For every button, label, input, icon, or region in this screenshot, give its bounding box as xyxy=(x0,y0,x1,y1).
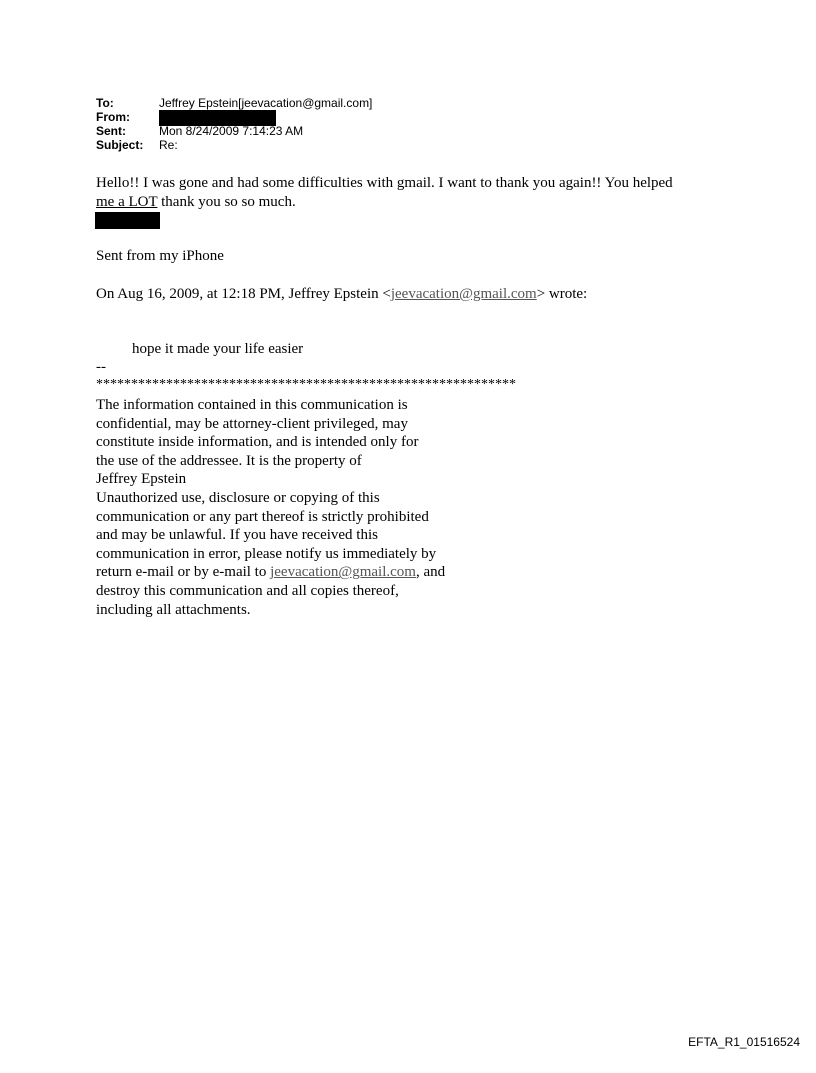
from-label: From: xyxy=(96,110,130,124)
from-row xyxy=(96,110,372,124)
disclaimer-line: communication in error, please notify us immediately by xyxy=(96,545,437,562)
separator-stars: ************************************************************ xyxy=(96,377,516,392)
disclaimer-line: destroy this communication and all copies thereof, xyxy=(96,582,399,599)
to-row xyxy=(96,96,372,110)
subject-row xyxy=(96,138,372,152)
message-underlined-text: me a LOT xyxy=(96,194,158,210)
disclaimer-line: confidential, may be attorney-client privileged, may xyxy=(96,415,408,432)
message-line-2 xyxy=(96,194,296,211)
sent-from-iphone: Sent from my iPhone xyxy=(96,248,224,264)
disclaimer-line: and may be unlawful. If you have received this xyxy=(96,527,378,544)
quote-intro-before: On Aug 16, 2009, at 12:18 PM, Jeffrey Epstein < xyxy=(96,286,391,302)
quote-intro-email-link[interactable]: jeevacation@gmail.com xyxy=(390,286,537,302)
document-id: EFTA_R1_01516524 xyxy=(688,1035,800,1049)
disclaimer-line-email xyxy=(96,563,496,582)
disclaimer-block xyxy=(96,396,496,619)
disclaimer-line: constitute inside information, and is intended only for xyxy=(96,434,419,451)
to-value: Jeffrey Epstein[jeevacation@gmail.com] xyxy=(159,96,373,110)
disclaimer-line: the use of the addressee. It is the property of xyxy=(96,452,362,469)
disclaimer-email-after: , and xyxy=(415,564,446,581)
disclaimer-line: Unauthorized use, disclosure or copying of this xyxy=(96,489,380,506)
separator-dashes: -- xyxy=(96,359,106,375)
message-line-1: Hello!! I was gone and had some difficulties with gmail. I want to thank you again!! You helped xyxy=(96,175,673,191)
disclaimer-email-before: return e-mail or by e-mail to xyxy=(96,564,271,581)
quote-intro xyxy=(96,286,587,303)
sent-row xyxy=(96,124,372,138)
disclaimer-line: communication or any part thereof is strictly prohibited xyxy=(96,508,429,525)
disclaimer-line: The information contained in this communication is xyxy=(96,397,408,413)
subject-value: Re: xyxy=(159,138,178,152)
email-header xyxy=(96,96,372,152)
subject-label: Subject: xyxy=(96,138,144,152)
disclaimer-line: Jeffrey Epstein xyxy=(96,471,187,488)
disclaimer-line: including all attachments. xyxy=(96,601,251,618)
to-label: To: xyxy=(96,96,114,110)
message-line-2-rest: thank you so so much. xyxy=(157,194,296,210)
disclaimer-email-link[interactable]: jeevacation@gmail.com xyxy=(270,564,416,581)
quoted-message: hope it made your life easier xyxy=(132,341,304,357)
quote-intro-after: > wrote: xyxy=(536,286,588,302)
signature-redaction-block xyxy=(95,212,160,229)
sent-label: Sent: xyxy=(96,124,126,138)
sent-value: Mon 8/24/2009 7:14:23 AM xyxy=(159,124,304,138)
